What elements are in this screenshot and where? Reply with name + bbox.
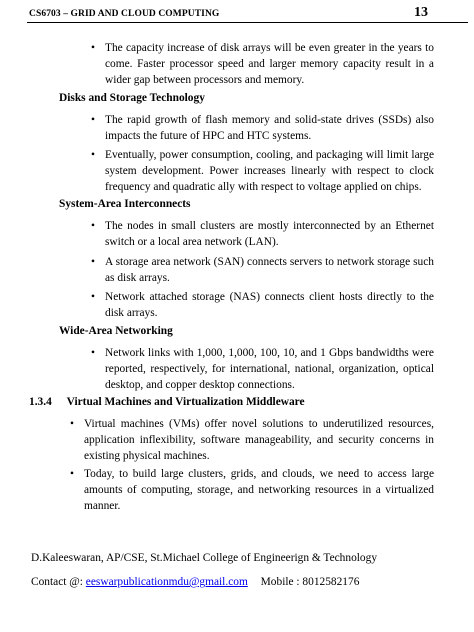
- bullet-text: Today, to build large clusters, grids, and clouds, we need to access large amounts of computing, storage, and networking resources in a virtualized manner.: [84, 468, 434, 513]
- bullet-text: Eventually, power consumption, cooling, and packaging will limit large system development. Power increases linearly with respect to clock frequency and quadratic ally with respect to voltage applied on chips.: [105, 149, 434, 194]
- section-heading-san: System-Area Interconnects: [59, 198, 191, 210]
- bullet-icon: •: [91, 291, 95, 303]
- contact-label: Contact @:: [31, 576, 83, 588]
- section-heading-disks: Disks and Storage Technology: [59, 92, 205, 104]
- bullet-icon: •: [70, 418, 74, 430]
- bullet-text: The capacity increase of disk arrays will be even greater in the years to come. Faster processor speed and larger memory capacity result in a wider gap between processors and memory.: [105, 42, 434, 87]
- bullet-item: [91, 218, 434, 250]
- bullet-item: [91, 112, 434, 144]
- bullet-item: [70, 416, 434, 465]
- page-number: 13: [414, 5, 428, 20]
- bullet-icon: •: [91, 220, 95, 232]
- bullet-item: [91, 40, 434, 89]
- section-title: Virtual Machines and Virtualization Middleware: [66, 396, 305, 408]
- bullet-text: A storage area network (SAN) connects servers to network storage such as disk arrays.: [105, 256, 434, 285]
- bullet-icon: •: [70, 468, 74, 480]
- mobile-number: Mobile : 8012582176: [260, 576, 360, 588]
- header-rule: [27, 22, 468, 23]
- footer-author: D.Kaleeswaran, AP/CSE, St.Michael College of Engineerign & Technology: [31, 552, 378, 564]
- bullet-item: [70, 466, 434, 515]
- bullet-text: The rapid growth of flash memory and solid-state drives (SSDs) also impacts the future of HPC and HTC systems.: [105, 114, 434, 143]
- section-number: 1.3.4: [29, 396, 52, 408]
- bullet-icon: •: [91, 347, 95, 359]
- bullet-item: [91, 289, 434, 321]
- bullet-item: [91, 345, 434, 394]
- footer-contact: [31, 575, 359, 590]
- bullet-item: [91, 147, 434, 196]
- bullet-text: The nodes in small clusters are mostly interconnected by an Ethernet switch or a local area network (LAN).: [105, 220, 434, 249]
- section-heading-vm: [29, 395, 305, 410]
- bullet-text: Virtual machines (VMs) offer novel solutions to underutilized resources, application inflexibility, software manageability, and security concerns in existing physical machines.: [84, 418, 434, 463]
- page-header: [0, 0, 474, 26]
- course-title: CS6703 – GRID AND CLOUD COMPUTING: [29, 9, 220, 19]
- bullet-icon: •: [91, 42, 95, 54]
- bullet-icon: •: [91, 149, 95, 161]
- bullet-text: Network attached storage (NAS) connects client hosts directly to the disk arrays.: [105, 291, 434, 320]
- contact-email-link[interactable]: eeswarpublicationmdu@gmail.com: [85, 576, 248, 588]
- bullet-item: [91, 254, 434, 286]
- bullet-icon: •: [91, 256, 95, 268]
- bullet-icon: •: [91, 114, 95, 126]
- section-heading-wan: Wide-Area Networking: [59, 325, 173, 337]
- bullet-text: Network links with 1,000, 1,000, 100, 10, and 1 Gbps bandwidths were reported, respectively, for international, national, organization, optical desktop, and copper desktop connections.: [105, 347, 434, 392]
